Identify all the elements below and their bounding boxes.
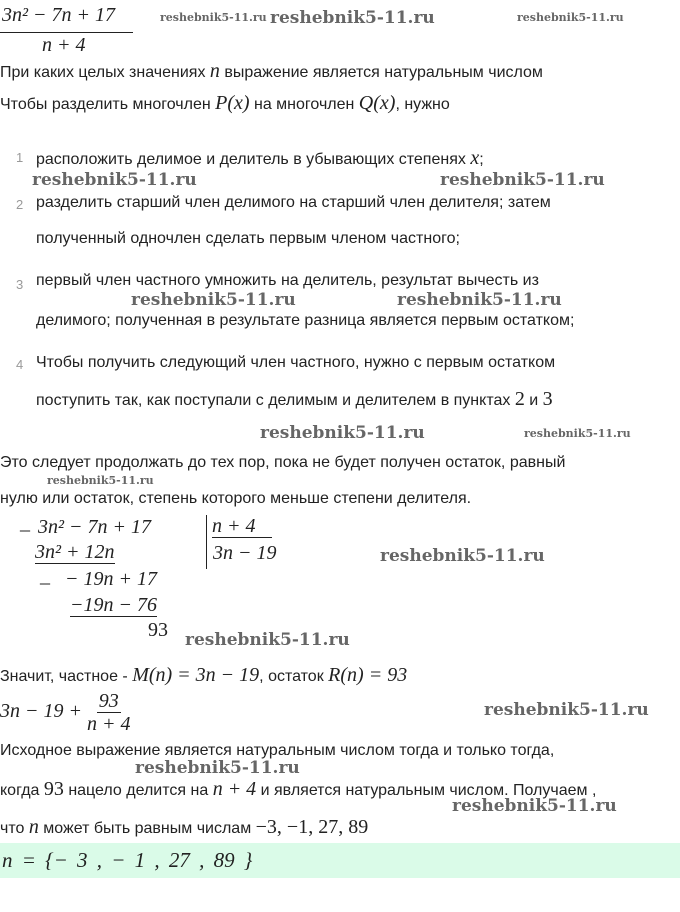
step-line: разделить старший член делимого на старший член делителя; затем: [36, 194, 551, 211]
question-part: выражение является натуральным числом: [219, 64, 543, 81]
dividend: 3n² − 7n + 17: [38, 516, 151, 538]
math-qx: Q(x): [358, 92, 396, 114]
conclusion-line: [0, 816, 368, 838]
conclusion-part: нацело делится на: [63, 782, 213, 799]
watermark: reshebnik5-11.ru: [270, 8, 435, 28]
result-part: Значит, частное -: [0, 668, 133, 685]
conclusion-part: и является натуральным числом. Получаем ,: [256, 782, 597, 799]
var-n: n: [28, 816, 39, 838]
intro-part: Чтобы разделить многочлен: [0, 96, 216, 113]
minus-sign: _: [40, 565, 50, 587]
question-text: [0, 60, 543, 82]
step-text: [36, 388, 553, 410]
step-line: ;: [479, 151, 484, 168]
watermark: reshebnik5-11.ru: [260, 423, 425, 443]
step-line: полученный одночлен сделать первым членом частного;: [36, 230, 460, 247]
step-line: Чтобы получить следующий член частного, нужно с первым остатком: [36, 354, 556, 371]
step-line: поступить так, как поступали с делимым и делителем в пунктах: [36, 392, 515, 409]
step-number: 2: [16, 197, 24, 212]
fraction-numerator: 93: [98, 690, 119, 712]
minus-sign: _: [20, 512, 30, 534]
expression-fraction: [87, 690, 131, 735]
intro-part: , нужно: [395, 96, 450, 113]
math-quotient: M(n) = 3n − 19: [132, 664, 260, 686]
fraction-denominator: n + 4: [87, 713, 131, 735]
watermark: reshebnik5-11.ru: [452, 796, 617, 816]
watermark: reshebnik5-11.ru: [47, 474, 154, 487]
math-px: P(x): [215, 92, 250, 114]
watermark: reshebnik5-11.ru: [135, 758, 300, 778]
step-line: делимого; полученная в результате разница является первым остатком;: [36, 312, 575, 329]
math-2: 2: [514, 388, 525, 410]
watermark: reshebnik5-11.ru: [440, 170, 605, 190]
watermark: reshebnik5-11.ru: [160, 11, 267, 24]
step-number: 4: [16, 357, 24, 372]
math-93: 93: [43, 778, 64, 800]
conclusion-part: может быть равным числам: [38, 820, 256, 837]
result-line: [0, 664, 407, 686]
remainder: 93: [148, 619, 168, 641]
math-remainder: R(n) = 93: [328, 664, 408, 686]
var-x: x: [470, 147, 480, 169]
answer-box: [0, 843, 680, 878]
answer-text: n = {− 3 , − 1 , 27 , 89 }: [2, 848, 253, 872]
watermark: reshebnik5-11.ru: [517, 11, 624, 24]
watermark: reshebnik5-11.ru: [397, 290, 562, 310]
step-line: расположить делимое и делитель в убывающих степенях: [36, 151, 471, 168]
question-part: При каких целых значениях: [0, 64, 210, 81]
divisor: n + 4: [212, 515, 272, 538]
watermark: reshebnik5-11.ru: [185, 630, 350, 650]
step-text: [36, 147, 484, 169]
conclusion-line: Исходное выражение является натуральным числом тогда и только тогда,: [0, 742, 555, 759]
conclusion-part: когда: [0, 782, 44, 799]
watermark: reshebnik5-11.ru: [484, 700, 649, 720]
fraction-bar: [0, 32, 133, 33]
quotient: 3n − 19: [213, 542, 277, 564]
intro-part: на многочлен: [249, 96, 359, 113]
division-bar: [206, 515, 207, 569]
step-line: и: [524, 392, 543, 409]
watermark: reshebnik5-11.ru: [32, 170, 197, 190]
subtrahend-2: −19n − 76: [70, 594, 157, 616]
conclusion-part: что: [0, 820, 29, 837]
result-part: , остаток: [259, 668, 329, 685]
intro-text: [0, 92, 450, 114]
subtrahend-1: 3n² + 12n: [35, 541, 115, 563]
continue-line: Это следует продолжать до тех пор, пока не будет получен остаток, равный: [0, 454, 566, 471]
expression: [0, 690, 131, 735]
problem-denominator: n + 4: [42, 34, 86, 56]
continue-line: нулю или остаток, степень которого меньше степени делителя.: [0, 490, 472, 507]
step-line: первый член частного умножить на делитель, результат вычесть из: [36, 272, 539, 289]
math-divisor: n + 4: [212, 778, 257, 800]
step-number: 3: [16, 277, 24, 292]
math-values: −3, −1, 27, 89: [255, 816, 369, 838]
watermark: reshebnik5-11.ru: [524, 427, 631, 440]
var-n: n: [209, 60, 220, 82]
remainder-1: − 19n + 17: [65, 568, 157, 590]
problem-numerator: 3n² − 7n + 17: [2, 4, 115, 26]
watermark: reshebnik5-11.ru: [131, 290, 296, 310]
step-number: 1: [16, 150, 24, 165]
math-3: 3: [542, 388, 553, 410]
expression-whole: 3n − 19 +: [0, 700, 87, 723]
watermark: reshebnik5-11.ru: [380, 546, 545, 566]
